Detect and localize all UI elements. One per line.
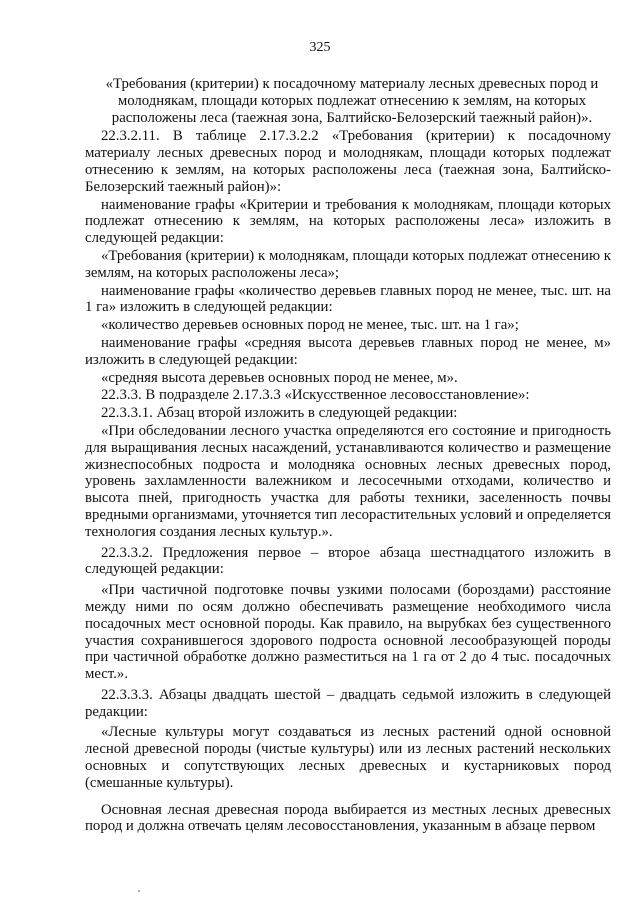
paragraph-main-species: Основная лесная древесная порода выбирается из местных лесных древесных пород и должна отвечать целям лесовосстановления, указанным в абзаце первом [85,801,611,835]
paragraph-22-3-3-3: 22.3.3.3. Абзацы двадцать шестой – двадцать седьмой изложить в следующей редакции: [85,686,611,720]
paragraph-22-3-3-2: 22.3.3.2. Предложения первое – второе абзаца шестнадцатого изложить в следующей редакции: [85,544,611,578]
paragraph-soil-preparation-quote: «При частичной подготовке почвы узкими полосами (бороздами) расстояние между ними по осям должно обеспечивать размещение необходимого числа посадочных мест основной породы. Как правило, на вырубках без существенного участия сохранившегося здорового подроста основной лесообразующей породы при частичной обработке должно разместиться на 1 га от 2 до 4 тыс. посадочных мест.». [85,582,611,683]
paragraph-new-column-name-tree-height: «средняя высота деревьев основных пород не менее, м». [101,369,458,386]
page-number: 325 [309,40,331,55]
paragraph-forest-cultures-quote: «Лесные культуры могут создаваться из лесных растений одной основной лесной древесной породы (чистые культуры) или из лесных растений нескольких основных и сопутствующих лесных древесных и кустарниковых пород (смешанные культуры). [85,724,611,791]
document-body [85,76,611,836]
paragraph-new-column-name-criteria: «Требования (критерии) к молоднякам, площади которых подлежат отнесению к землям, на которых расположены леса»; [85,247,611,281]
paragraph-22-3-3-1: 22.3.3.1. Абзац второй изложить в следующей редакции: [101,405,458,422]
paragraph-22-3-2-11: 22.3.2.11. В таблице 2.17.3.2.2 «Требования (критерии) к посадочному материалу лесных древесных пород и молоднякам, площади которых подлежат отнесению к землям, на которых расположены леса (таежная зона, Балтийско-Белозерский таежный район)»: [85,128,611,195]
paragraph-survey-quote: «При обследовании лесного участка определяются его состояние и пригодность для выращивания лесных насаждений, устанавливаются количество и размещение жизнеспособных подроста и молодняка основных лесных древесных пород, уровень захламленности валежником и лесосечными отходами, количество и высота пней, пригодность участка для работы техники, заселенность почвы вредными организмами, уточняется тип лесорастительных условий и определяется технология создания лесных культур.». [85,422,611,540]
paragraph-column-name-tree-height: наименование графы «средняя высота деревьев главных пород не менее, м» изложить в следующей редакции: [85,334,611,368]
scan-speck [138,890,140,892]
paragraph-new-column-name-tree-count: «количество деревьев основных пород не менее, тыс. шт. на 1 га»; [101,317,519,334]
paragraph-column-name-tree-count: наименование графы «количество деревьев главных пород не менее, тыс. шт. на 1 га» изложить в следующей редакции: [85,282,611,316]
paragraph-22-3-3: 22.3.3. В подразделе 2.17.3.3 «Искусственное лесовосстановление»: [101,387,530,404]
paragraph-column-name-criteria: наименование графы «Критерии и требования к молоднякам, площади которых подлежат отнесению к землям, на которых расположены леса» изложить в следующей редакции: [85,196,611,247]
table-caption-quote: «Требования (критерии) к посадочному материалу лесных древесных пород и молоднякам, площади которых подлежат отнесению к землям, на которых расположены леса (таежная зона, Балтийско-Белозерский таежный район)». [105,76,599,126]
